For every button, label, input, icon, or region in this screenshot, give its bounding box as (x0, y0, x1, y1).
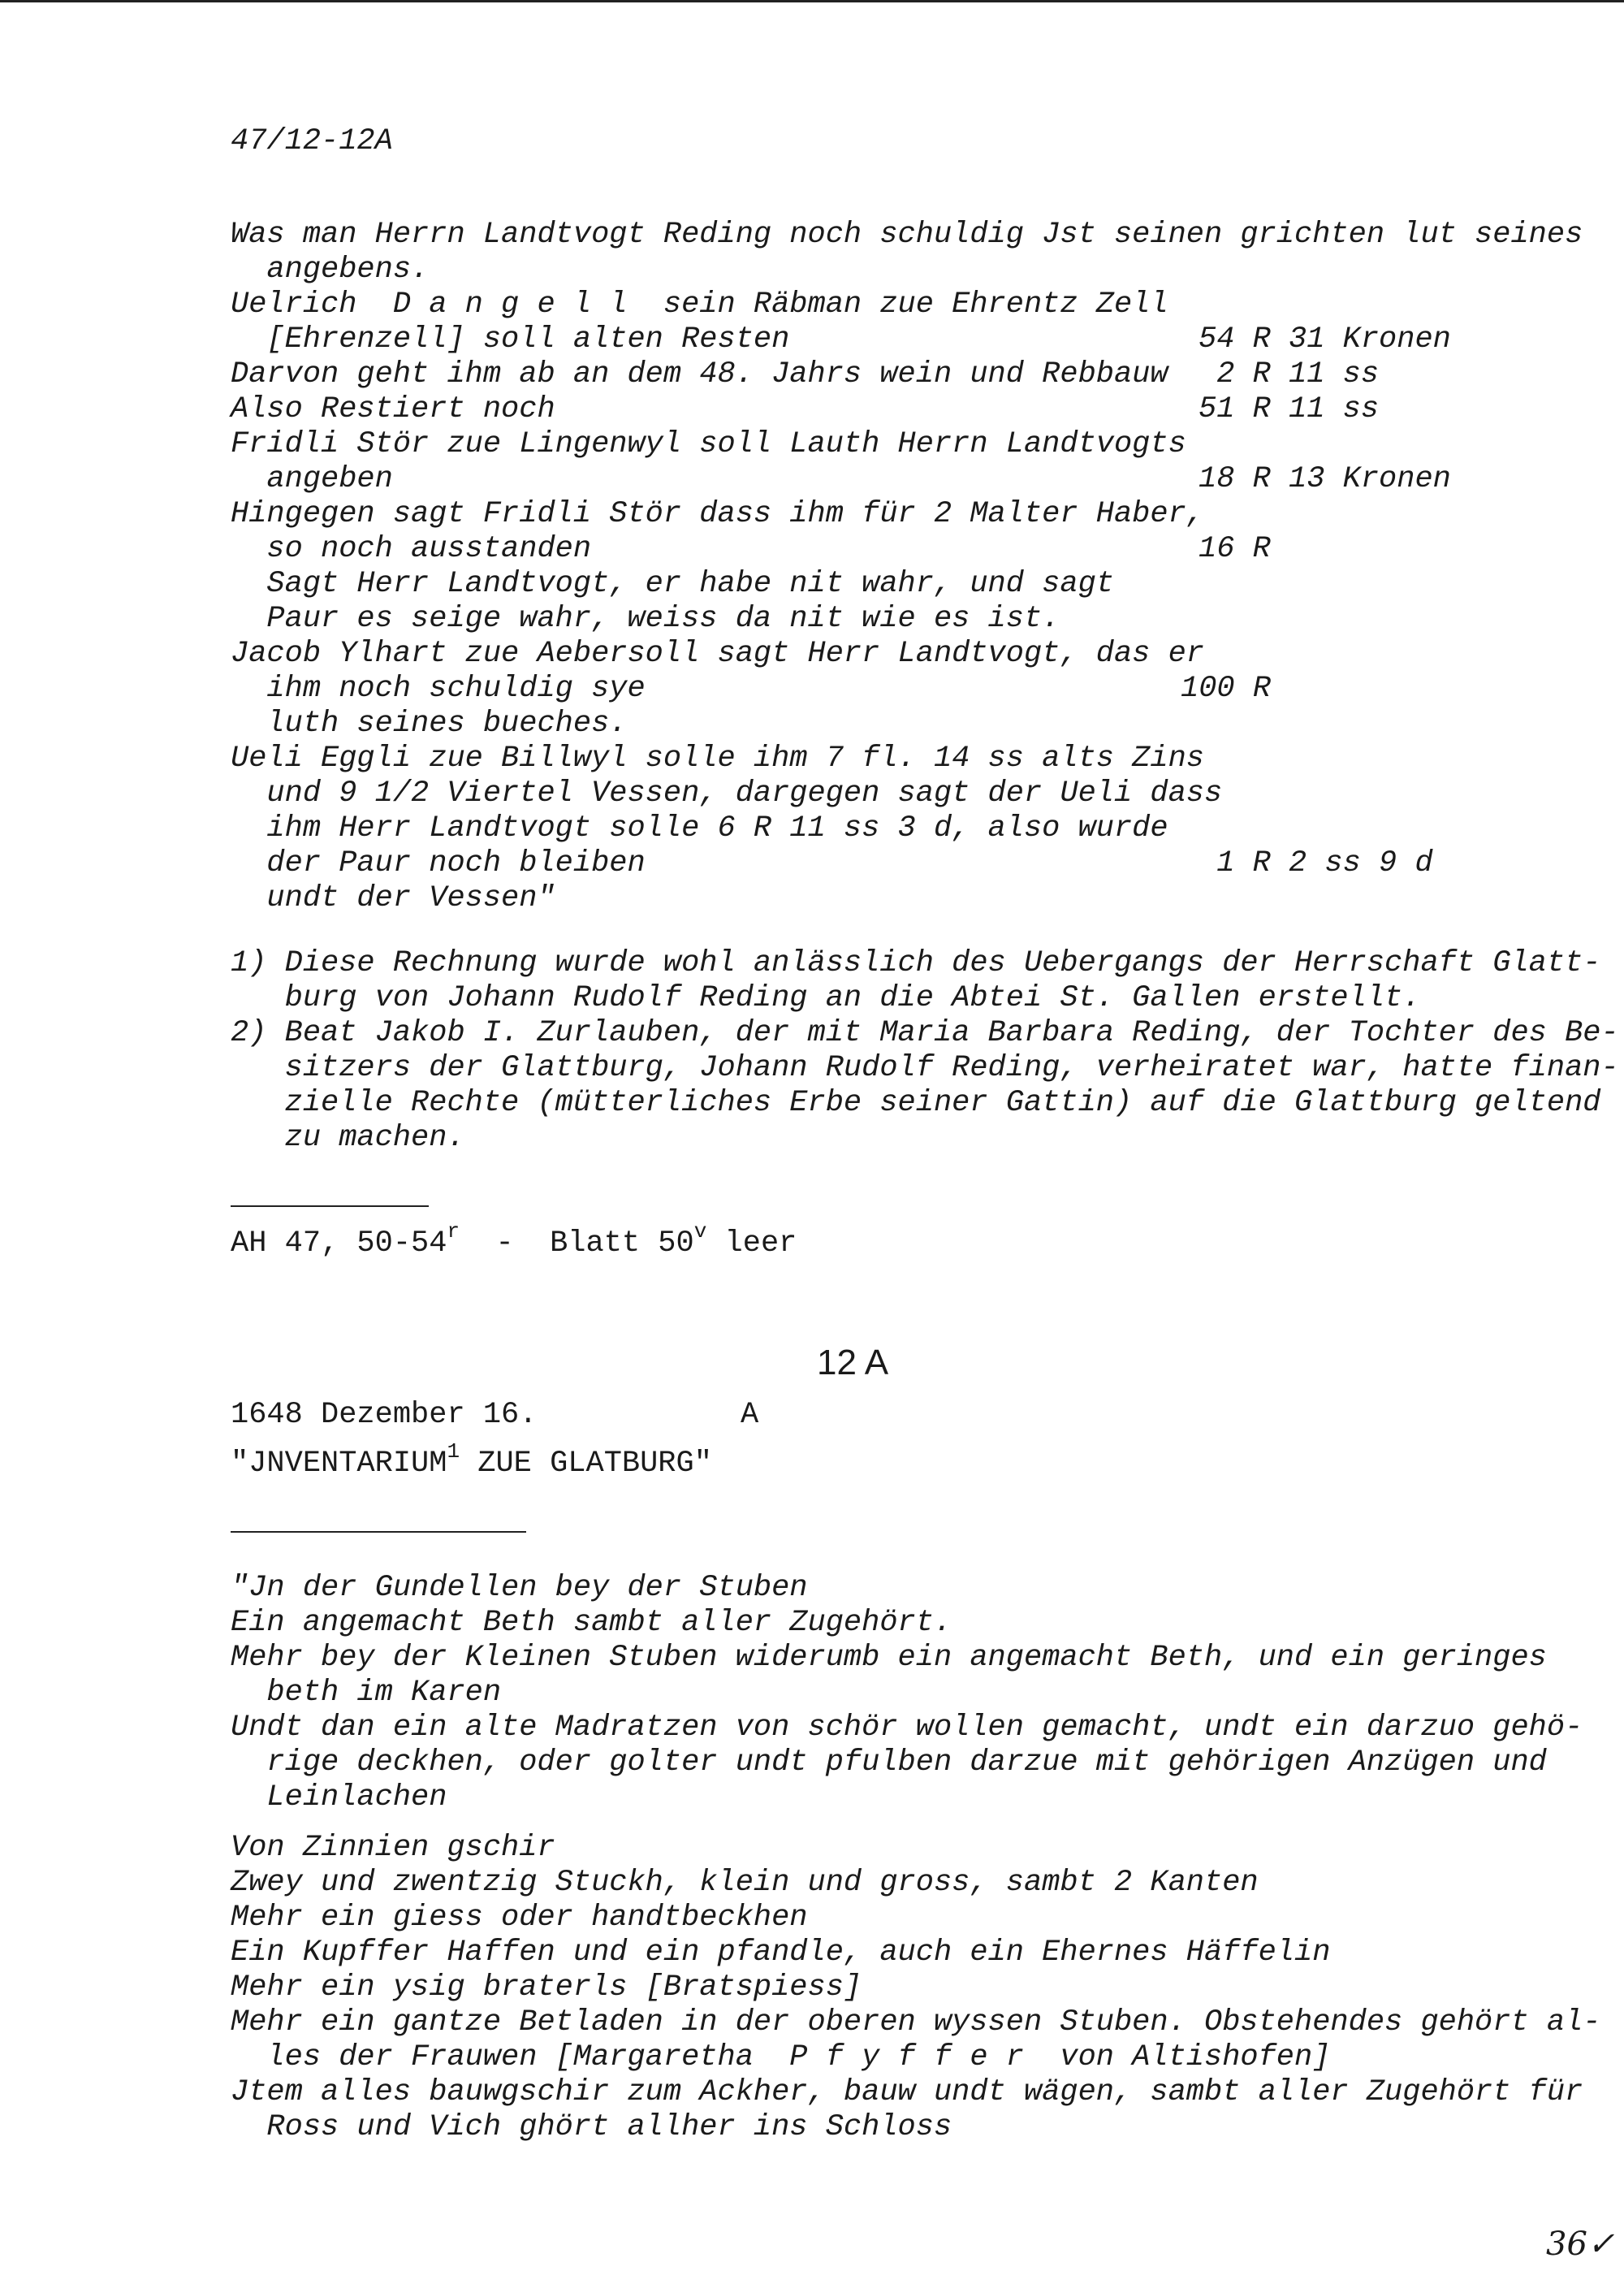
amount-value: 100 R (1181, 672, 1272, 706)
text-line: Ueli Eggli zue Billwyl solle ihm 7 fl. 14 ss alts Zins (231, 742, 1204, 776)
text-line: Undt dan ein alte Madratzen von schör wollen gemacht, undt ein darzuo gehö- (231, 1711, 1583, 1745)
text-line: Mehr ein giess oder handtbeckhen (231, 1901, 808, 1935)
text-line: luth seines bueches. (231, 707, 628, 741)
handwritten-page-mark: 36✓ (1546, 2226, 1615, 2263)
amount-value: 16 R (1199, 532, 1271, 566)
footnote-line: zielle Rechte (mütterliches Erbe seiner Gattin) auf die Glattburg geltend (231, 1086, 1601, 1120)
superscript-verso: v (693, 1218, 707, 1244)
text-line: undt der Vessen" (231, 881, 555, 915)
title-suffix: ZUE GLATBURG" (460, 1447, 712, 1481)
source-prefix: AH 47, 50-54 (231, 1226, 447, 1261)
text-line: Jacob Ylhart zue Aebersoll sagt Herr Landtvogt, das er (231, 637, 1204, 671)
text-line: Fridli Stör zue Lingenwyl soll Lauth Herrn Landtvogts (231, 427, 1186, 461)
amount-value: 51 R 11 ss (1199, 392, 1380, 426)
text-line: Mehr ein gantze Betladen in der oberen wyssen Stuben. Obstehendes gehört al- (231, 2005, 1601, 2040)
amount-value: 18 R 13 Kronen (1199, 462, 1451, 496)
amount-value: 2 R 11 ss (1199, 357, 1380, 391)
text-line: Ross und Vich ghört allher ins Schloss (231, 2110, 952, 2144)
text-line: Hingegen sagt Fridli Stör dass ihm für 2 Malter Haber, (231, 497, 1204, 531)
text-line: Jtem alles bauwgschir zum Ackher, bauw undt wägen, sambt aller Zugehört für (231, 2075, 1583, 2109)
text-line: Also Restiert noch (231, 392, 555, 426)
text-line: Darvon geht ihm ab an dem 48. Jahrs wein und Rebbauw (231, 357, 1168, 391)
source-reference (231, 1218, 797, 1261)
separator-rule (231, 1205, 429, 1207)
date-letter: A (741, 1398, 759, 1432)
text-line: der Paur noch bleiben (231, 846, 646, 880)
footnote-line: 1) Diese Rechnung wurde wohl anlässlich des Uebergangs der Herrschaft Glatt- (231, 946, 1601, 980)
text-line: angeben (231, 462, 393, 496)
text-line: Mehr bey der Kleinen Stuben widerumb ein angemacht Beth, und ein geringes (231, 1641, 1547, 1675)
text-line: Von Zinnien gschir (231, 1831, 555, 1865)
footnote-line: sitzers der Glattburg, Johann Rudolf Reding, verheiratet war, hatte finan- (231, 1051, 1619, 1085)
amount-value: 54 R 31 Kronen (1199, 322, 1451, 357)
document-title (231, 1438, 712, 1482)
text-line: beth im Karen (231, 1676, 502, 1710)
text-line: Zwey und zwentzig Stuckh, klein und gross, sambt 2 Kanten (231, 1866, 1259, 1900)
text-line: Sagt Herr Landtvogt, er habe nit wahr, und sagt (231, 567, 1114, 601)
text-line: ihm noch schuldig sye (231, 672, 646, 706)
date-line: 1648 Dezember 16. (231, 1398, 538, 1432)
text-line: "Jn der Gundellen bey der Stuben (231, 1571, 808, 1605)
text-line: [Ehrenzell] soll alten Resten (231, 322, 790, 357)
page-reference: 47/12-12A (231, 124, 393, 158)
text-line: Ein Kupffer Haffen und ein pfandle, auch ein Ehernes Häffelin (231, 1936, 1331, 1970)
document-number: 12 A (817, 1343, 889, 1382)
text-line: Mehr ein ysig braterls [Bratspiess] (231, 1970, 862, 2005)
text-line: und 9 1/2 Viertel Vessen, dargegen sagt der Ueli dass (231, 776, 1223, 811)
text-line: Paur es seige wahr, weiss da nit wie es ist. (231, 602, 1060, 636)
title-prefix: "JNVENTARIUM (231, 1447, 447, 1481)
text-line: Was man Herrn Landtvogt Reding noch schuldig Jst seinen grichten lut seines (231, 218, 1583, 252)
text-line: ihm Herr Landtvogt solle 6 R 11 ss 3 d, also wurde (231, 811, 1168, 846)
text-line: angebens. (231, 253, 430, 287)
source-middle: - Blatt 50 (460, 1226, 694, 1261)
amount-value: 1 R 2 ss 9 d (1199, 846, 1433, 880)
superscript-recto: r (447, 1218, 460, 1244)
text-line: les der Frauwen [Margaretha P f y f f e r von Altishofen] (231, 2040, 1331, 2074)
top-border-line (0, 0, 1624, 2)
text-line: Ein angemacht Beth sambt aller Zugehört. (231, 1606, 952, 1640)
text-line: rige deckhen, oder golter undt pfulben darzue mit gehörigen Anzügen und (231, 1745, 1547, 1780)
footnote-line: burg von Johann Rudolf Reding an die Abtei St. Gallen erstellt. (231, 981, 1421, 1015)
source-suffix: leer (706, 1226, 797, 1261)
text-line: Uelrich D a n g e l l sein Räbman zue Ehrentz Zell (231, 288, 1168, 322)
title-footnote-marker: 1 (447, 1438, 460, 1464)
footnote-line: 2) Beat Jakob I. Zurlauben, der mit Maria Barbara Reding, der Tochter des Be- (231, 1016, 1619, 1050)
footnote-line: zu machen. (231, 1121, 465, 1155)
separator-rule (231, 1531, 526, 1533)
text-line: so noch ausstanden (231, 532, 592, 566)
text-line: Leinlachen (231, 1780, 447, 1815)
